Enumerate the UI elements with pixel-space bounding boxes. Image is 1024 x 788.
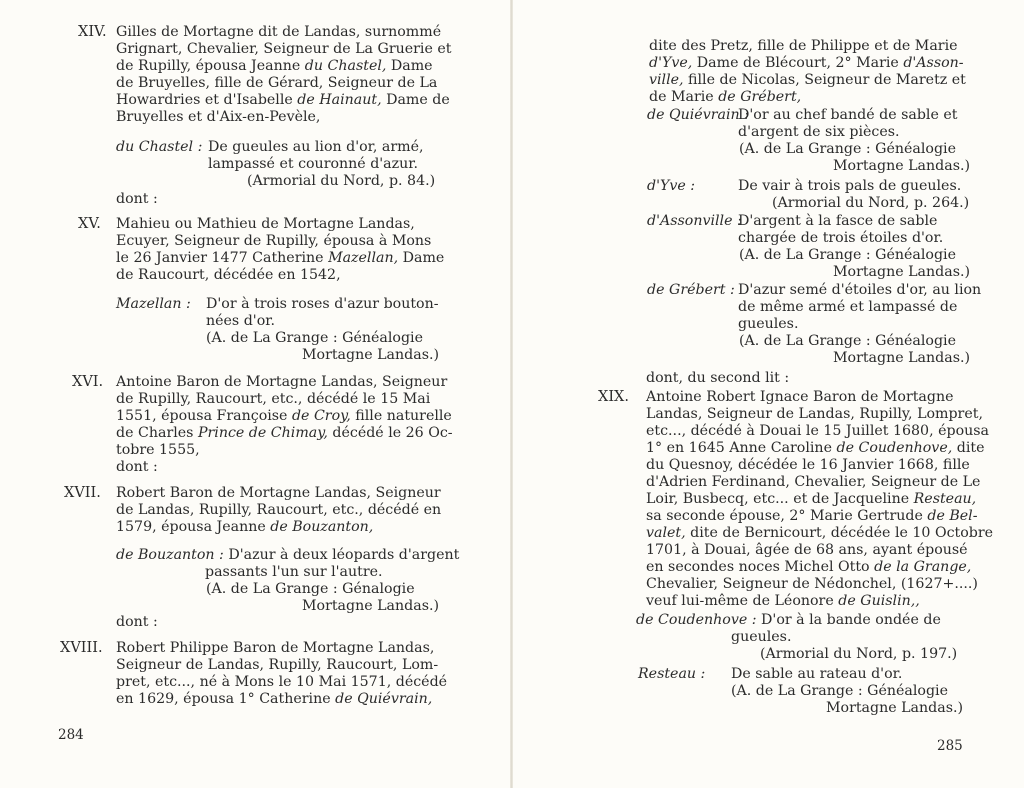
page-number: 285 [937, 738, 963, 754]
arms-blazon: gueules. [738, 316, 799, 332]
arms-source: (A. de La Grange : Génalogie [206, 581, 415, 597]
entry-numeral-xvi: XVI. [72, 374, 104, 390]
text-line: Robert Philippe Baron de Mortagne Landas, [116, 640, 435, 656]
arms-source: Mortagne Landas.) [302, 598, 440, 614]
text-line: de Raucourt, décédée en 1542, [116, 267, 341, 283]
arms-source: (A. de La Grange : Généalogie [739, 141, 956, 157]
text-line: Bruyelles et d'Aix-en-Pevèle, [116, 109, 321, 125]
arms-name: Mazellan : [116, 296, 191, 312]
text-run: 1° en 1645 Anne Caroline [646, 440, 837, 456]
text-run: sa seconde épouse, 2° Marie Gertrude [646, 508, 928, 524]
text-run: décédé le 26 Oc- [327, 425, 453, 441]
arms-blazon: De vair à trois pals de gueules. [738, 178, 962, 194]
arms-line [636, 612, 941, 628]
arms-blazon: De gueules au lion d'or, armé, [208, 139, 424, 155]
text-line: Ecuyer, Seigneur de Rupilly, épousa à Mons [116, 233, 432, 249]
arms-source: (A. de La Grange : Généalogie [731, 683, 948, 699]
text-run: en secondes noces Michel Otto [646, 559, 875, 575]
text-line: pret, etc..., né à Mons le 10 Mai 1571, décédé [116, 674, 448, 690]
italic-name: d'Yve, [649, 55, 693, 71]
text-run: Dame [386, 58, 433, 74]
text-line [646, 559, 971, 575]
arms-name: d'Assonville : [647, 213, 742, 229]
text-line: Mahieu ou Mathieu de Mortagne Landas, [116, 216, 415, 232]
arms-blazon: nées d'or. [206, 313, 275, 329]
text-line: de Bruyelles, fille de Gérard, Seigneur de La [116, 75, 438, 91]
text-line: tobre 1555, [116, 442, 200, 458]
italic-name: de Croy, [291, 408, 351, 424]
text-run: fille naturelle [350, 408, 452, 424]
italic-name: ville, [649, 72, 684, 88]
entry-numeral-xviii: XVIII. [60, 640, 103, 656]
arms-name: de Bouzanton : [116, 547, 224, 563]
right-page [512, 0, 1024, 788]
arms-name: de Coudenhove : [636, 612, 757, 628]
arms-source: (Armorial du Nord, p. 197.) [760, 646, 958, 662]
text-line [116, 691, 432, 707]
arms-blazon: De sable au rateau d'or. [731, 666, 903, 682]
text-run: en 1629, épousa 1° Catherine [116, 691, 336, 707]
arms-source: Mortagne Landas.) [833, 158, 971, 174]
dont-label: dont : [116, 614, 158, 630]
arms-blazon: D'azur à deux léopards d'argent [228, 547, 460, 563]
text-run: de Rupilly, épousa Jeanne [116, 58, 305, 74]
arms-name: du Chastel : [116, 139, 203, 155]
text-run: 1579, épousa Jeanne [116, 519, 271, 535]
italic-name: valet, [646, 525, 686, 541]
text-line [649, 55, 964, 71]
text-line [116, 92, 450, 108]
arms-blazon: de même armé et lampassé de [738, 299, 958, 315]
text-line [116, 250, 444, 266]
italic-name: de Quiévrain, [335, 691, 433, 707]
arms-blazon: D'or à trois roses d'azur bouton- [206, 296, 439, 312]
italic-name: de Guislin,, [838, 593, 920, 609]
text-line: Grignart, Chevalier, Seigneur de La Gruerie et [116, 41, 452, 57]
arms-blazon: d'argent de six pièces. [738, 124, 900, 140]
arms-source: Mortagne Landas.) [826, 700, 964, 716]
page-number: 284 [58, 727, 84, 743]
text-run: veuf lui-même de Léonore [646, 593, 839, 609]
arms-name: Resteau : [638, 666, 706, 682]
arms-source: (A. de La Grange : Généalogie [739, 247, 956, 263]
arms-source: (Armorial du Nord, p. 264.) [772, 195, 970, 211]
arms-blazon: D'or à la bande ondée de [761, 612, 941, 628]
dont-label: dont : [116, 459, 158, 475]
text-run: Howardries et d'Isabelle [116, 92, 298, 108]
arms-source: Mortagne Landas.) [833, 264, 971, 280]
text-run: Dame [398, 250, 445, 266]
text-line: Chevalier, Seigneur de Nédonchel, (1627+....) [646, 576, 978, 592]
text-run: Dame de [381, 92, 450, 108]
text-run: 1551, épousa Françoise [116, 408, 292, 424]
arms-blazon: gueules. [731, 629, 792, 645]
arms-line [116, 547, 459, 563]
text-line: etc..., décédé à Douai le 15 Juillet 1680, épousa [646, 423, 990, 439]
text-line: Gilles de Mortagne dit de Landas, surnommé [116, 24, 442, 40]
italic-name: du Chastel, [304, 58, 387, 74]
text-line [116, 519, 373, 535]
text-line [116, 425, 453, 441]
text-line [116, 408, 452, 424]
italic-name: Resteau, [913, 491, 977, 507]
arms-blazon: D'or au chef bandé de sable et [738, 107, 958, 123]
text-line [649, 72, 966, 88]
text-run: de Marie [649, 89, 719, 105]
text-line [646, 440, 984, 456]
text-run: Loir, Busbecq, etc... et de Jacqueline [646, 491, 914, 507]
arms-blazon: D'azur semé d'étoiles d'or, au lion [738, 282, 982, 298]
text-run: Dame de Blécourt, 2° Marie [692, 55, 904, 71]
italic-name: de Coudenhove, [836, 440, 953, 456]
text-run: dite [952, 440, 985, 456]
italic-name: de la Grange, [874, 559, 972, 575]
arms-blazon: chargée de trois étoiles d'or. [738, 230, 944, 246]
arms-blazon: lampassé et couronné d'azur. [208, 156, 418, 172]
text-run: de Charles [116, 425, 198, 441]
text-line: Seigneur de Landas, Rupilly, Raucourt, Lom- [116, 657, 439, 673]
arms-source: (A. de La Grange : Généalogie [206, 330, 423, 346]
entry-numeral-xvii: XVII. [64, 485, 101, 501]
text-line: du Quesnoy, décédée le 16 Janvier 1668, fille [646, 457, 970, 473]
text-line [646, 491, 976, 507]
italic-name: de Grébert, [718, 89, 802, 105]
text-line: Antoine Baron de Mortagne Landas, Seigneur [116, 374, 448, 390]
text-line [646, 525, 993, 541]
arms-source: Mortagne Landas.) [833, 350, 971, 366]
arms-name: de Quiévrain : [647, 107, 749, 123]
italic-name: de Bouzanton, [270, 519, 374, 535]
text-line [646, 593, 920, 609]
arms-blazon: D'argent à la fasce de sable [738, 213, 938, 229]
entry-numeral-xiv: XIV. [78, 24, 107, 40]
text-line: d'Adrien Ferdinand, Chevalier, Seigneur de Le [646, 474, 981, 490]
text-run: le 26 Janvier 1477 Catherine [116, 250, 329, 266]
dont-label: dont : [116, 191, 158, 207]
italic-name: d'Asson- [903, 55, 964, 71]
arms-source: (Armorial du Nord, p. 84.) [247, 173, 436, 189]
text-line: Antoine Robert Ignace Baron de Mortagne [646, 389, 954, 405]
text-run: dite de Bernicourt, décédée le 10 Octobre [685, 525, 994, 541]
italic-name: Prince de Chimay, [197, 425, 328, 441]
text-line [649, 89, 801, 105]
arms-source: (A. de La Grange : Généalogie [739, 333, 956, 349]
italic-name: Mazellan, [328, 250, 399, 266]
italic-name: de Bel- [927, 508, 978, 524]
text-line: de Landas, Rupilly, Raucourt, etc., décédé en [116, 502, 442, 518]
arms-name: d'Yve : [647, 178, 696, 194]
text-line: dite des Pretz, fille de Philippe et de Marie [649, 38, 958, 54]
arms-blazon: passants l'un sur l'autre. [205, 564, 383, 580]
text-line: de Rupilly, Raucourt, etc., décédé le 15 Mai [116, 391, 431, 407]
text-run: fille de Nicolas, Seigneur de Maretz et [683, 72, 966, 88]
text-line: Landas, Seigneur de Landas, Rupilly, Lompret, [646, 406, 983, 422]
arms-name: de Grébert : [647, 282, 735, 298]
arms-source: Mortagne Landas.) [302, 347, 440, 363]
dont-label: dont, du second lit : [646, 370, 790, 386]
text-line: Robert Baron de Mortagne Landas, Seigneur [116, 485, 441, 501]
text-line [646, 508, 978, 524]
entry-numeral-xix: XIX. [598, 389, 629, 405]
italic-name: de Hainaut, [297, 92, 382, 108]
text-line [116, 58, 433, 74]
entry-numeral-xv: XV. [78, 216, 101, 232]
text-line: 1701, à Douai, âgée de 68 ans, ayant épousé [646, 542, 968, 558]
